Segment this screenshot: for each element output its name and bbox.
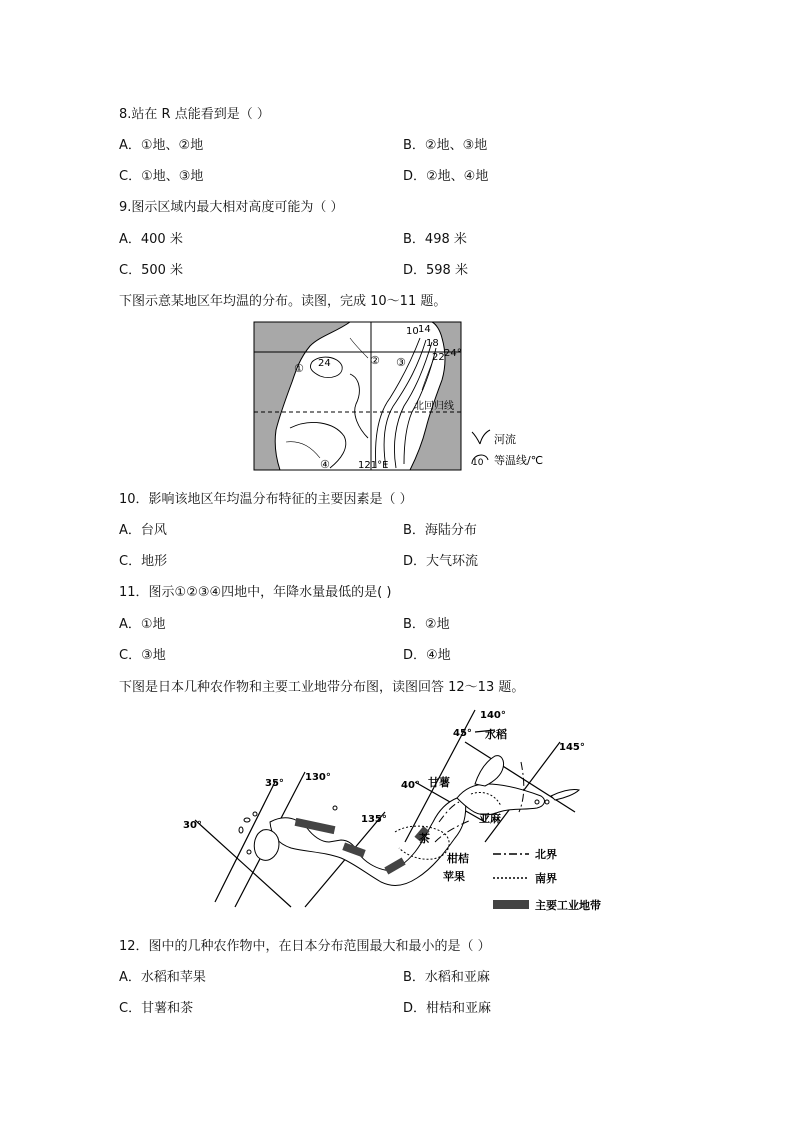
lon-121-label: 121°E [358, 460, 389, 471]
crop-sweetpotato-label: 甘薯 [428, 776, 450, 789]
japan-islands [239, 756, 579, 886]
q8-option-b: B．②地、③地 [403, 138, 488, 153]
q11-option-d: D．④地 [403, 648, 451, 663]
lon-140-label: 140° [480, 710, 506, 721]
q9-option-d: D．598 米 [403, 263, 468, 278]
q8-option-c: C．①地、③地 [119, 169, 204, 184]
crop-flax-label: 亚麻 [479, 812, 501, 825]
river-legend-icon [472, 430, 490, 444]
q12-option-c: C．甘薯和茶 [119, 1001, 194, 1016]
site-3: ③ [396, 356, 406, 369]
q8-stem: 8.站在 R 点能看到是（ ） [119, 107, 270, 122]
q9-stem: 9.图示区域内最大相对高度可能为（ ） [119, 200, 344, 215]
q10-stem: 10．影响该地区年均温分布特征的主要因素是（ ） [119, 492, 413, 507]
crop-citrus-label: 柑桔 [447, 852, 469, 865]
q8-option-a: A．①地、②地 [119, 138, 204, 153]
q11-option-c: C．③地 [119, 648, 166, 663]
intro-12-13: 下图是日本几种农作物和主要工业地带分布图，读图回答 12～13 题。 [119, 680, 525, 695]
lat-24-label: 24° [444, 348, 462, 359]
lon-130-label: 130° [305, 772, 331, 783]
japan-crop-map-svg [175, 702, 620, 922]
q11-option-b: B．②地 [403, 617, 450, 632]
q10-option-c: C．地形 [119, 554, 168, 569]
iso-label-22: 22 [432, 352, 445, 363]
temperature-map [250, 318, 560, 474]
site-4: ④ [320, 458, 330, 471]
iso-label-18: 18 [426, 338, 439, 349]
legend-north: 北界 [535, 848, 557, 861]
q12-option-a: A．水稻和苹果 [119, 970, 206, 985]
iso-label-14: 14 [418, 324, 431, 335]
q11-stem: 11．图示①②③④四地中，年降水量最低的是( ) [119, 585, 392, 600]
legend-isotherm: 等温线/℃ [494, 454, 544, 467]
lon-135-label: 135° [361, 814, 387, 825]
temperature-map-svg [250, 318, 560, 474]
q11-option-a: A．①地 [119, 617, 166, 632]
lat-35-label: 35° [265, 778, 284, 789]
q12-option-d: D．柑桔和亚麻 [403, 1001, 492, 1016]
legend-river: 河流 [494, 433, 516, 446]
lat-45-label: 45° [453, 728, 472, 739]
q9-option-a: A．400 米 [119, 232, 183, 247]
lon-145-label: 145° [559, 742, 585, 753]
crop-tea-label: 茶 [419, 832, 430, 845]
iso-label-10: 10 [406, 326, 419, 337]
legend-iso-number: 10 [472, 458, 484, 468]
q10-option-b: B．海陆分布 [403, 523, 477, 538]
lat-30-label: 30° [183, 820, 202, 831]
crop-apple-label: 苹果 [443, 870, 465, 883]
site-1: ① [294, 362, 304, 375]
legend-south: 南界 [535, 872, 557, 885]
crop-rice-label: 水稻 [485, 728, 507, 741]
q10-option-d: D．大气环流 [403, 554, 479, 569]
site-2: ② [370, 354, 380, 367]
iso-label-24: 24 [318, 358, 331, 369]
q10-option-a: A．台风 [119, 523, 167, 538]
intro-10-11: 下图示意某地区年均温的分布。读图，完成 10～11 题。 [119, 294, 447, 309]
q12-stem: 12．图中的几种农作物中，在日本分布范围最大和最小的是（ ） [119, 939, 491, 954]
q9-option-c: C．500 米 [119, 263, 184, 278]
q8-option-d: D．②地、④地 [403, 169, 489, 184]
tropic-label: 北回归线 [414, 401, 454, 412]
legend-industry: 主要工业地带 [535, 899, 601, 912]
q12-option-b: B．水稻和亚麻 [403, 970, 490, 985]
q9-option-b: B．498 米 [403, 232, 467, 247]
industry-legend-swatch [493, 900, 529, 909]
lat-40-label: 40° [401, 780, 420, 791]
japan-crop-map [175, 702, 620, 922]
